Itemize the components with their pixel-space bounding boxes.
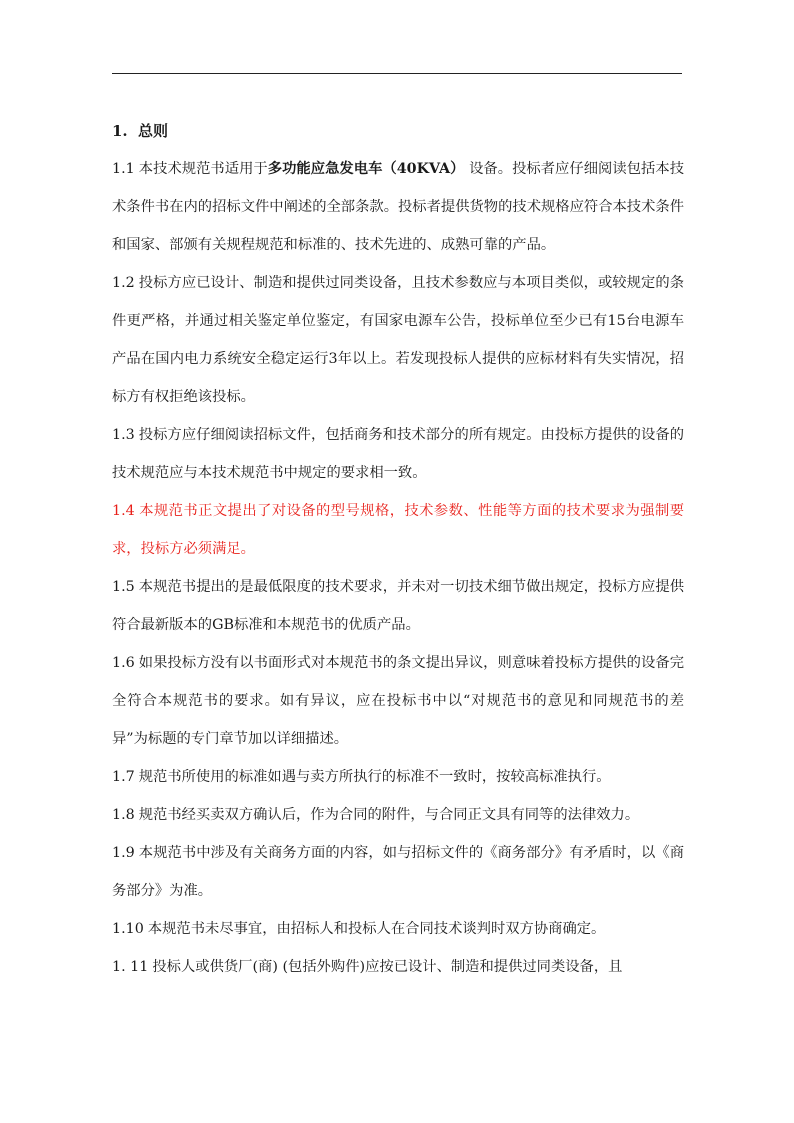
clause-1-8 [112, 796, 684, 834]
section-title: 总则 [138, 122, 169, 140]
clause-number: 1.1 [112, 161, 135, 177]
clause-number: 1.3 [112, 427, 135, 443]
clause-1-9 [112, 834, 684, 910]
clause-text: 本规范书正文提出了对设备的型号规格，技术参数、性能等方面的技术要求为强制要求，投标方必须满足。 [112, 503, 684, 557]
clause-text: 投标人或供货厂(商) (包括外购件)应按已设计、制造和提供过同类设备，且 [152, 959, 623, 975]
clause-number: 1. 11 [112, 959, 149, 975]
header-rule [112, 73, 682, 74]
clause-text: 规范书所使用的标准如遇与卖方所执行的标准不一致时，按较高标准执行。 [138, 769, 611, 785]
clause-1-4-highlighted [112, 492, 684, 568]
clause-number: 1.5 [112, 579, 135, 595]
clause-number: 1.7 [112, 769, 135, 785]
clause-text-pre: 本技术规范书适用于 [138, 161, 268, 177]
clause-text: 本规范书中涉及有关商务方面的内容，如与招标文件的《商务部分》有矛盾时，以《商务部分》为准。 [112, 845, 684, 899]
clause-1-6 [112, 644, 684, 758]
clause-text: 投标方应仔细阅读招标文件，包括商务和技术部分的所有规定。由投标方提供的设备的技术规范应与本技术规范书中规定的要求相一致。 [112, 427, 684, 481]
clause-text: 本规范书未尽事宜，由招标人和投标人在合同技术谈判时双方协商确定。 [147, 921, 606, 937]
clause-number: 1.9 [112, 845, 135, 861]
clause-text: 本规范书提出的是最低限度的技术要求，并未对一切技术细节做出规定，投标方应提供符合最新版本的GB标准和本规范书的优质产品。 [112, 579, 684, 633]
clause-number: 1.6 [112, 655, 135, 671]
clause-1-3 [112, 416, 684, 492]
clause-number: 1.10 [112, 921, 144, 937]
product-name: 多功能应急发电车（40KVA） [267, 161, 465, 177]
section-number: 1. [112, 122, 128, 140]
section-heading [112, 112, 684, 150]
document-body [112, 112, 684, 986]
clause-number: 1.2 [112, 275, 135, 291]
clause-text-post: 设备。投标者应仔细阅读包括本技术条件书在内的招标文件中阐述的全部条款。投标者提供货物的技术规格应符合本技术条件和国家、部颁有关规程规范和标准的、技术先进的、成熟可靠的产品。 [112, 161, 684, 253]
clause-number: 1.8 [112, 807, 135, 823]
clause-1-5 [112, 568, 684, 644]
clause-1-11 [112, 948, 684, 986]
clause-text: 规范书经买卖双方确认后，作为合同的附件，与合同正文具有同等的法律效力。 [138, 807, 640, 823]
clause-1-1 [112, 150, 684, 264]
clause-1-7 [112, 758, 684, 796]
clause-1-2 [112, 264, 684, 416]
clause-number: 1.4 [112, 503, 135, 519]
clause-text: 如果投标方没有以书面形式对本规范书的条文提出异议，则意味着投标方提供的设备完全符合本规范书的要求。如有异议，应在投标书中以“对规范书的意见和同规范书的差异”为标题的专门章节加以详细描述。 [112, 655, 684, 747]
clause-1-10 [112, 910, 684, 948]
clause-text: 投标方应已设计、制造和提供过同类设备，且技术参数应与本项目类似，或较规定的条件更严格，并通过相关鉴定单位鉴定，有国家电源车公告，投标单位至少已有15台电源车产品在国内电力系统安全稳定运行3年以上。若发现投标人提供的应标材料有失实情况，招标方有权拒绝该投标。 [112, 275, 684, 405]
